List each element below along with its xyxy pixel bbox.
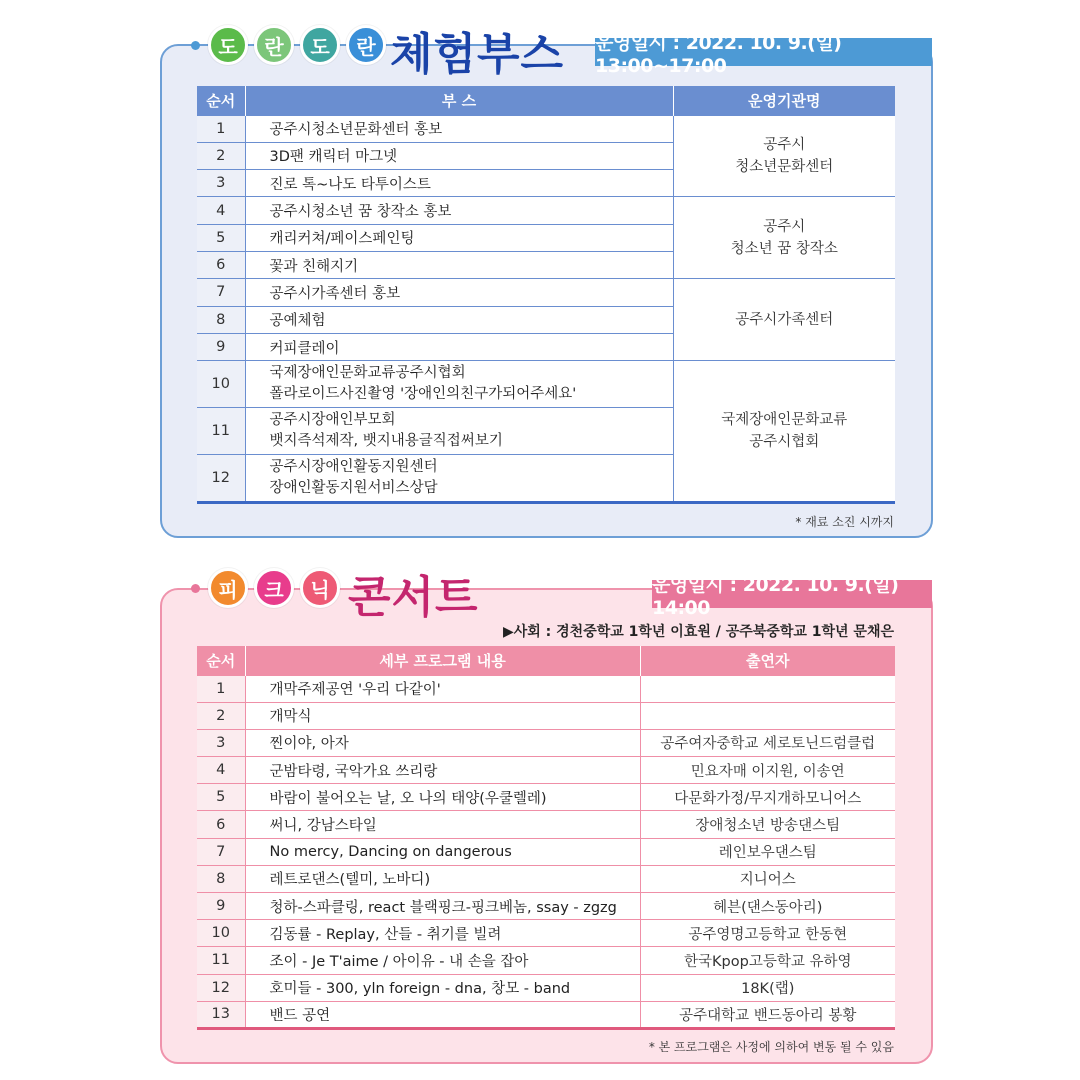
performer-name: 레인보우댄스팀 <box>640 838 895 865</box>
booth-badges <box>208 25 386 65</box>
concert-badge: 피 <box>208 568 248 608</box>
booth-name <box>245 224 673 251</box>
org-name-line: 공주시가족센터 <box>735 311 834 328</box>
org-name-line: 공주시협회 <box>749 434 820 451</box>
performer-name: 18K(랩) <box>640 974 895 1001</box>
booth-name <box>245 333 673 360</box>
row-number: 11 <box>197 408 245 455</box>
table-row <box>197 675 895 702</box>
table-row <box>197 115 895 142</box>
row-number: 9 <box>197 333 245 360</box>
row-number: 8 <box>197 865 245 892</box>
table-row <box>197 1001 895 1028</box>
row-number: 3 <box>197 170 245 197</box>
concert-header-order: 순서 <box>197 646 245 675</box>
booth-header-booth: 부 스 <box>245 86 673 115</box>
program-name: 조이 - Je T'aime / 아이유 - 내 손을 잡아 <box>245 947 640 974</box>
booth-name-line: 공주시가족센터 홍보 <box>269 285 401 302</box>
concert-badge: 크 <box>254 568 294 608</box>
booth-note: * 재료 소진 시까지 <box>795 515 894 529</box>
concert-header-performer: 출연자 <box>640 646 895 675</box>
table-row <box>197 361 895 408</box>
booth-panel-dot <box>191 41 200 50</box>
program-name: 개막식 <box>245 702 640 729</box>
booth-name <box>245 197 673 224</box>
performer-name <box>640 702 895 729</box>
booth-name-line: 캐리커쳐/페이스페인팅 <box>269 231 415 248</box>
row-number: 7 <box>197 279 245 306</box>
row-number: 10 <box>197 920 245 947</box>
performer-name: 장애청소년 방송댄스팀 <box>640 811 895 838</box>
table-row <box>197 920 895 947</box>
performer-name: 헤븐(댄스동아리) <box>640 893 895 920</box>
program-name: 레트로댄스(텔미, 노바디) <box>245 865 640 892</box>
org-name-line: 청소년 꿈 창작소 <box>730 240 838 257</box>
concert-date: 운영일시 : 2022. 10. 9.(일) 14:00 <box>652 580 932 608</box>
row-number: 6 <box>197 251 245 278</box>
booth-name-line: 뱃지즉석제작, 뱃지내용글직접써보기 <box>269 433 503 450</box>
org-name-line: 공주시 <box>763 136 806 153</box>
concert-badge: 닉 <box>300 568 340 608</box>
table-row <box>197 757 895 784</box>
booth-name <box>245 142 673 169</box>
table-row <box>197 811 895 838</box>
booth-name-line: 진로 톡~나도 타투이스트 <box>269 176 431 193</box>
org-name-line: 국제장애인문화교류 <box>721 412 848 429</box>
booth-name <box>245 455 673 503</box>
org-name <box>673 115 895 197</box>
booth-name-line: 커피클레이 <box>269 340 340 357</box>
table-row <box>197 784 895 811</box>
row-number: 12 <box>197 974 245 1001</box>
performer-name: 지니어스 <box>640 865 895 892</box>
row-number: 5 <box>197 224 245 251</box>
row-number: 5 <box>197 784 245 811</box>
performer-name: 한국Kpop고등학교 유하영 <box>640 947 895 974</box>
booth-name-line: 꽃과 친해지기 <box>269 258 359 275</box>
org-name-line: 공주시 <box>763 218 806 235</box>
org-name <box>673 197 895 279</box>
row-number: 6 <box>197 811 245 838</box>
booth-name <box>245 306 673 333</box>
table-row <box>197 838 895 865</box>
booth-badge: 란 <box>254 25 294 65</box>
performer-name: 민요자매 이지원, 이송연 <box>640 757 895 784</box>
booth-name <box>245 279 673 306</box>
table-row <box>197 947 895 974</box>
row-number: 13 <box>197 1001 245 1028</box>
table-row <box>197 197 895 224</box>
concert-note: * 본 프로그램은 사정에 의하여 변동 될 수 있음 <box>648 1040 894 1054</box>
booth-date: 운영일시 : 2022. 10. 9.(일) 13:00~17:00 <box>595 38 932 66</box>
row-number: 11 <box>197 947 245 974</box>
booth-table <box>197 86 895 504</box>
row-number: 7 <box>197 838 245 865</box>
performer-name: 공주영명고등학교 한동현 <box>640 920 895 947</box>
table-row <box>197 279 895 306</box>
row-number: 10 <box>197 361 245 408</box>
booth-name <box>245 170 673 197</box>
booth-header-order: 순서 <box>197 86 245 115</box>
row-number: 9 <box>197 893 245 920</box>
program-name: No mercy, Dancing on dangerous <box>245 838 640 865</box>
program-name: 밴드 공연 <box>245 1001 640 1028</box>
booth-name <box>245 115 673 142</box>
row-number: 3 <box>197 729 245 756</box>
program-name: 찐이야, 아자 <box>245 729 640 756</box>
booth-name-line: 국제장애인문화교류공주시협회 <box>269 365 466 382</box>
row-number: 8 <box>197 306 245 333</box>
table-row <box>197 729 895 756</box>
booth-badge: 도 <box>300 25 340 65</box>
program-name: 청하-스파클링, react 블랙핑크-핑크베놈, ssay - zgzg <box>245 893 640 920</box>
booth-name-line: 장애인활동지원서비스상담 <box>269 480 438 497</box>
booth-name <box>245 251 673 278</box>
booth-title: 체험부스 <box>390 29 565 80</box>
booth-badge: 란 <box>346 25 386 65</box>
program-name: 바람이 불어오는 날, 오 나의 태양(우쿨렐레) <box>245 784 640 811</box>
table-row <box>197 702 895 729</box>
row-number: 2 <box>197 702 245 729</box>
concert-host: ▶사회 : 경천중학교 1학년 이효원 / 공주북중학교 1학년 문채은 <box>502 624 894 640</box>
concert-table <box>197 646 895 1030</box>
row-number: 12 <box>197 455 245 503</box>
row-number: 4 <box>197 197 245 224</box>
row-number: 2 <box>197 142 245 169</box>
booth-name-line: 공주시장애인활동지원센터 <box>269 459 438 476</box>
booth-name-line: 공주시청소년문화센터 홍보 <box>269 122 443 139</box>
performer-name: 공주대학교 밴드동아리 봉황 <box>640 1001 895 1028</box>
performer-name <box>640 675 895 702</box>
booth-name <box>245 361 673 408</box>
org-name <box>673 279 895 361</box>
booth-name <box>245 408 673 455</box>
table-row <box>197 893 895 920</box>
program-name: 군밤타령, 국악가요 쓰리랑 <box>245 757 640 784</box>
performer-name: 다문화가정/무지개하모니어스 <box>640 784 895 811</box>
booth-name-line: 3D팬 캐릭터 마그넷 <box>269 149 398 166</box>
booth-name-line: 공주시청소년 꿈 창작소 홍보 <box>269 204 452 221</box>
org-name <box>673 361 895 503</box>
table-row <box>197 974 895 1001</box>
row-number: 4 <box>197 757 245 784</box>
org-name-line: 청소년문화센터 <box>735 158 834 175</box>
booth-name-line: 공예체험 <box>269 313 326 330</box>
booth-header-org: 운영기관명 <box>673 86 895 115</box>
performer-name: 공주여자중학교 세로토닌드럼클럽 <box>640 729 895 756</box>
program-name: 호미들 - 300, yln foreign - dna, 창모 - band <box>245 974 640 1001</box>
program-name: 김동률 - Replay, 산들 - 취기를 빌려 <box>245 920 640 947</box>
concert-title: 콘서트 <box>348 572 479 623</box>
booth-name-line: 폴라로이드사진촬영 '장애인의친구가되어주세요' <box>269 386 577 403</box>
row-number: 1 <box>197 115 245 142</box>
booth-name-line: 공주시장애인부모회 <box>269 412 396 429</box>
program-name: 개막주제공연 '우리 다같이' <box>245 675 640 702</box>
table-row <box>197 865 895 892</box>
booth-badge: 도 <box>208 25 248 65</box>
row-number: 1 <box>197 675 245 702</box>
concert-header-program: 세부 프로그램 내용 <box>245 646 640 675</box>
concert-badges <box>208 568 340 608</box>
concert-panel-dot <box>191 584 200 593</box>
program-name: 써니, 강남스타일 <box>245 811 640 838</box>
